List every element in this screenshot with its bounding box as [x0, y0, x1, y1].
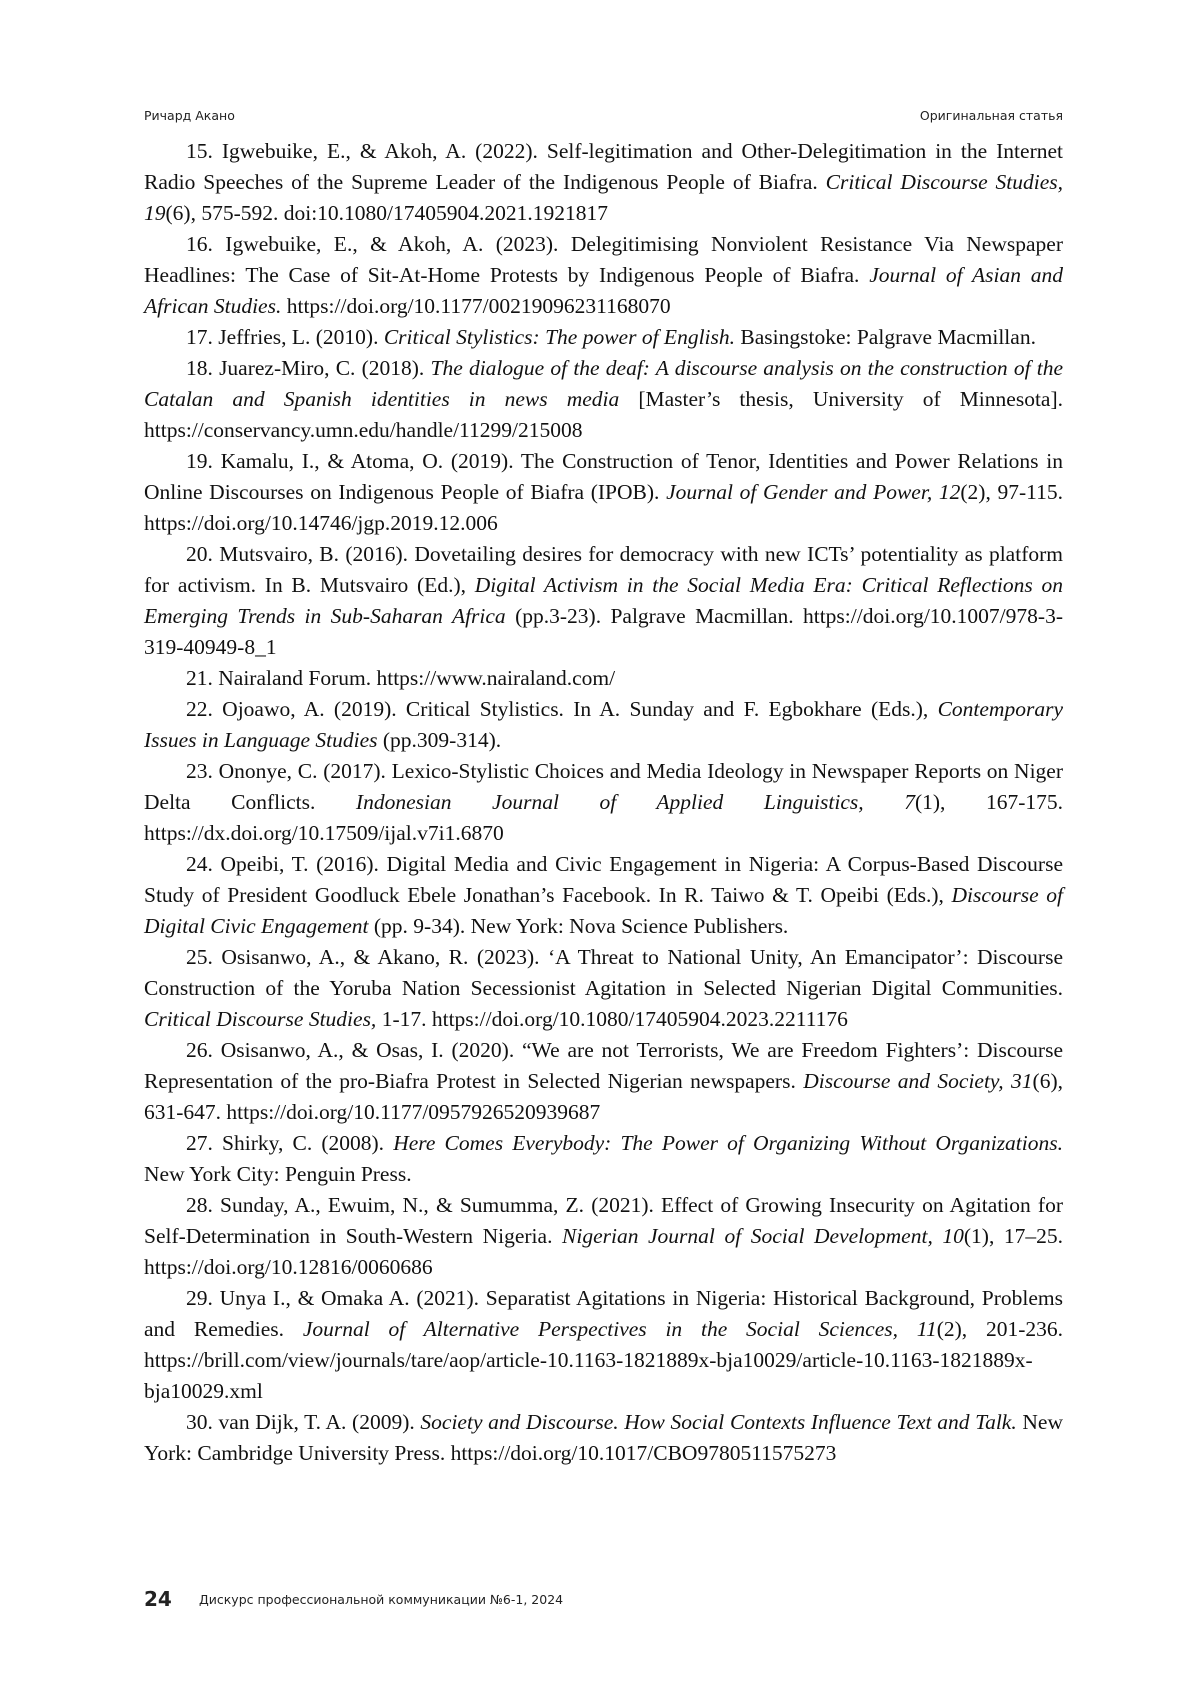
reference-item: 26. Osisanwo, A., & Osas, I. (2020). “We are not Terrorists, We are Freedom Fighters’: Discourse Representation of the pro-Biafra Protest in Selected Nigerian newspapers. Discourse and Society, 31(6), 631-647. https://doi.org/10.1177/0957926520939687	[144, 1038, 1063, 1124]
reference-item: 25. Osisanwo, A., & Akano, R. (2023). ‘A Threat to National Unity, An Emancipator’: Discourse Construction of the Yoruba Nation Secessionist Agitation in Selected Nigerian Digital Communities. Critical Discourse Studies, 1-17. https://doi.org/10.1080/17405904.2023.2211176	[144, 945, 1063, 1031]
reference-item: 21. Nairaland Forum. https://www.nairaland.com/	[186, 666, 616, 690]
reference-item: 29. Unya I., & Omaka A. (2021). Separatist Agitations in Nigeria: Historical Background, Problems and Remedies. Journal of Alternative Perspectives in the Social Sciences, 11(2), 201-236. https://brill.com/view/journals/tare/aop/article-10.1163-1821889x-bja10029/article-10.1163-1821889x-bja10029.xml	[144, 1286, 1064, 1403]
page-footer	[144, 1587, 1063, 1617]
reference-item: 20. Mutsvairo, B. (2016). Dovetailing desires for democracy with new ICTs’ potentiality as platform for activism. In B. Mutsvairo (Ed.), Digital Activism in the Social Media Era: Critical Reflections on Emerging Trends in Sub-Saharan Africa (pp.3-23). Palgrave Macmillan. https://doi.org/10.1007/978-3-319-40949-8_1	[144, 542, 1063, 659]
page-number: 24	[144, 1587, 172, 1611]
reference-item: 18. Juarez-Miro, C. (2018). The dialogue of the deaf: A discourse analysis on the construction of the Catalan and Spanish identities in news media [Master’s thesis, University of Minnesota]. https://conservancy.umn.edu/handle/11299/215008	[144, 356, 1063, 442]
reference-item: 22. Ojoawo, A. (2019). Critical Stylistics. In A. Sunday and F. Egbokhare (Eds.), Contemporary Issues in Language Studies (pp.309-314).	[144, 697, 1063, 752]
header-section: Оригинальная статья	[919, 108, 1063, 123]
reference-item: 24. Opeibi, T. (2016). Digital Media and Civic Engagement in Nigeria: A Corpus-Based Discourse Study of President Goodluck Ebele Jonathan’s Facebook. In R. Taiwo & T. Opeibi (Eds.), Discourse of Digital Civic Engagement (pp. 9-34). New York: Nova Science Publishers.	[144, 852, 1063, 938]
header-author: Ричард Акано	[144, 108, 235, 123]
reference-item: 15. Igwebuike, E., & Akoh, A. (2022). Self-legitimation and Other-Delegitimation in the Internet Radio Speeches of the Supreme Leader of the Indigenous People of Biafra. Critical Discourse Studies, 19(6), 575-592. doi:10.1080/17405904.2021.1921817	[144, 139, 1063, 225]
reference-item: 19. Kamalu, I., & Atoma, O. (2019). The Construction of Tenor, Identities and Power Relations in Online Discourses on Indigenous People of Biafra (IPOB). Journal of Gender and Power, 12(2), 97-115. https://doi.org/10.14746/jgp.2019.12.006	[144, 449, 1063, 535]
journal-title: Дискурс профессиональной коммуникации №6-1, 2024	[199, 1592, 564, 1607]
reference-item: 27. Shirky, C. (2008). Here Comes Everybody: The Power of Organizing Without Organizations. New York City: Penguin Press.	[144, 1131, 1063, 1186]
reference-list	[144, 136, 1063, 1469]
reference-item: 28. Sunday, A., Ewuim, N., & Sumumma, Z. (2021). Effect of Growing Insecurity on Agitation for Self-Determination in South-Western Nigeria. Nigerian Journal of Social Development, 10(1), 17–25. https://doi.org/10.12816/0060686	[144, 1193, 1063, 1279]
reference-item: 30. van Dijk, T. A. (2009). Society and Discourse. How Social Contexts Influence Text and Talk. New York: Cambridge University Press. https://doi.org/10.1017/CBO9780511575273	[144, 1410, 1063, 1465]
reference-item: 23. Ononye, C. (2017). Lexico-Stylistic Choices and Media Ideology in Newspaper Reports on Niger Delta Conflicts. Indonesian Journal of Applied Linguistics, 7(1), 167-175. https://dx.doi.org/10.17509/ijal.v7i1.6870	[144, 759, 1064, 845]
reference-item: 17. Jeffries, L. (2010). Critical Stylistics: The power of English. Basingstoke: Palgrave Macmillan.	[186, 325, 1036, 349]
running-header	[144, 108, 1063, 128]
reference-item: 16. Igwebuike, E., & Akoh, A. (2023). Delegitimising Nonviolent Resistance Via Newspaper Headlines: The Case of Sit-At-Home Protests by Indigenous People of Biafra. Journal of Asian and African Studies. https://doi.org/10.1177/00219096231168070	[144, 232, 1063, 318]
